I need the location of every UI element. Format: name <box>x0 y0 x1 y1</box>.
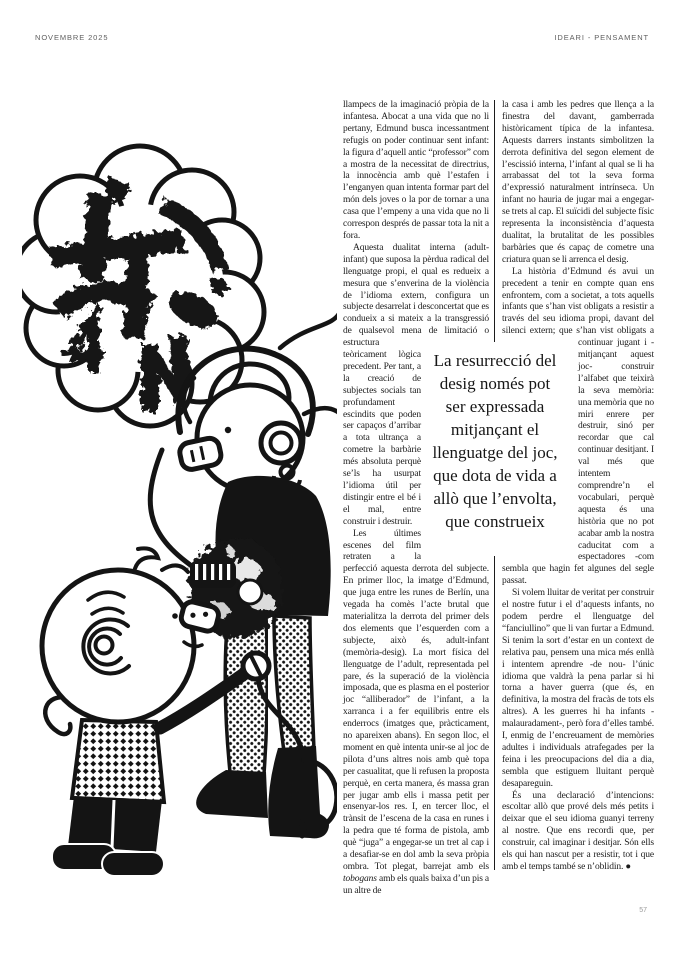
paragraph-text: amb els quals baixa d’un pis a un altre de <box>343 873 489 896</box>
illustration-drawing <box>22 100 337 910</box>
page-header <box>35 33 649 42</box>
paragraph: La història d’Edmund és avui un precedent a tenir en compte quan ens enfrontem, com a societat, a tots aquells infants que s’han vist obligats a resistir a través del seu idioma propi, davant del silenci extern; que s’han vist obligats a continuar jugant i -mitjançant aquest joc- construir l’alfabet que teixirà la seva memòria: una memòria que no miri enrere per destruir, sinó per recordar que cal continuar desitjant. I val més que intentem comprendre’n el vocabulari, perquè aquesta és una història que no pot acabar amb la nostra caducitat com a espectadores -com sembla que hagin fet algunes del segle passat. <box>502 266 654 587</box>
paragraph: llampecs de la imaginació pròpia de la infantesa. Abocat a una vida que no li pertany, Edmund busca incessantment refugis on poder continuar sent infant: la figura d’aquell antic “professor” com a mostra de la necessitat de directrius, la innocència amb què l’estafen i l’enganyen quan intenta formar part del món dels joves o la por de tornar a una casa que l’empeny a una vida que no li correspon després de passar tota la nit a fora. <box>343 100 489 241</box>
quote-float-strut <box>489 100 490 348</box>
paragraph: la casa i amb les pedres que llença a la finestra del davant, gamberrada històricament típica de la infantesa. Aquests darrers instants simbolitzen la derrota definitiva del segon element de l’escissió interna, l’infant al qual se li ha arrabassat del tot la seva forma d’expressió naturalment intrínseca. Un infant no hauria de jugar mai a engegar-se trets al cap. El suïcidi del subjecte físic representa la inconsistència d’aquesta dualitat, la brutalitat de les possibles barbàries que és capaç de cometre una criatura quan se li arrenca el desig. <box>502 100 654 265</box>
paragraph: És una declaració d’intencions: escoltar allò que prové dels més petits i deixar que el seu idioma guanyi terreny al nostre. Que ens recordi que, per construir, cal imaginar i desitjar. Són ells els qui han nascut per a resistir, tot i que amb el temps també se n’oblidin. ● <box>502 790 654 872</box>
paragraph-text: Les últimes escenes del film retraten a la perfecció aquesta derrota del subjecte. En primer lloc, la imatge d’Edmund, que juga entre les runes de Berlín, una vegada ha comès l’acte brutal que materialitza la derrota del primer dels dos elements que l’esquerden com a subjecte, això és, adult-infant (memòria-desig). La mort física del llenguatge de l’adult, representada pel pare, és la superació de la violència imposada, que es plasma en el posterior joc “alliberador” de l’infant, a la xarranca i a fer equilibris entre els enderrocs (imatges que, pràcticament, no apareixen abans). En segon lloc, el moment en què intenta unir-se al joc de pilota d’uns altres nois amb què topa per casualitat, que li refusen la proposta perquè, en certa manera, és massa gran per jugar amb ells i massa petit per ensenyar-los res. I, en tercer lloc, el trànsit de l’escena de la casa en runes i la pedra que té forma de pistola, amb què “juga” a engegar-se un tret al cap i a desafiar-se en dol amb la seva pròpia ombra. Tot plegat, barrejat amb els <box>343 528 489 872</box>
column-divider-bottom <box>494 556 495 870</box>
paragraph <box>343 529 489 898</box>
page-number: 57 <box>639 907 647 914</box>
header-date: NOVEMBRE 2025 <box>35 33 109 42</box>
paragraph: Aquesta dualitat interna (adult-infant) que suposa la pèrdua radical del llenguatge propi, el qual es redueix a mesura que s’enverina de la violència de l’idioma extern, configura un subjecte desarrelat i desconcertat que es condueix a si mateix a la transgressió de qualsevol mena de limitació o estructura teòricament lògica precedent. Per tant, a la creació de subjectes socials tan profundament escindits que poden ser capaços d’arribar a tota ultrança a cometre la barbàrie més absoluta perquè se’ls ha usurpat l’idioma útil per distingir entre el bé i el mal, entre construir i destruir. <box>343 242 489 527</box>
column-divider-top <box>494 100 495 342</box>
thought-bubble <box>22 146 264 426</box>
pull-quote: La resurrecció del desig només pot ser expressada mitjançant el llenguatge del joc, que dota de vida a allò que l’envolta, que construeix <box>432 351 558 531</box>
header-section-title: IDEARI - PENSAMENT <box>554 33 649 42</box>
illustration <box>22 100 337 910</box>
paragraph: Si volem lluitar de veritat per construir el nostre futur i el d’aquests infants, no podem perdre el llenguatge del “fanciullino” que li van furtar a Edmund. Si tenim la sort d’estar en un context de relativa pau, pensem una mica més enllà i intentem aprendre -de nou- l’únic idioma que valdrà la pena parlar si hi torna a haver guerra (que és, en definitiva, la mostra del fracàs de tots els altres). A les guerres hi ha infants - malauradament-, però fora d’elles també. I, enmig de l’encreuament de memòries adultes i individuals atrafegades per la feina i les preocupacions del dia a dia, sembla que estiguem lluitant perquè desapareguin. <box>502 588 654 789</box>
italic-word: tobogans <box>343 873 377 884</box>
